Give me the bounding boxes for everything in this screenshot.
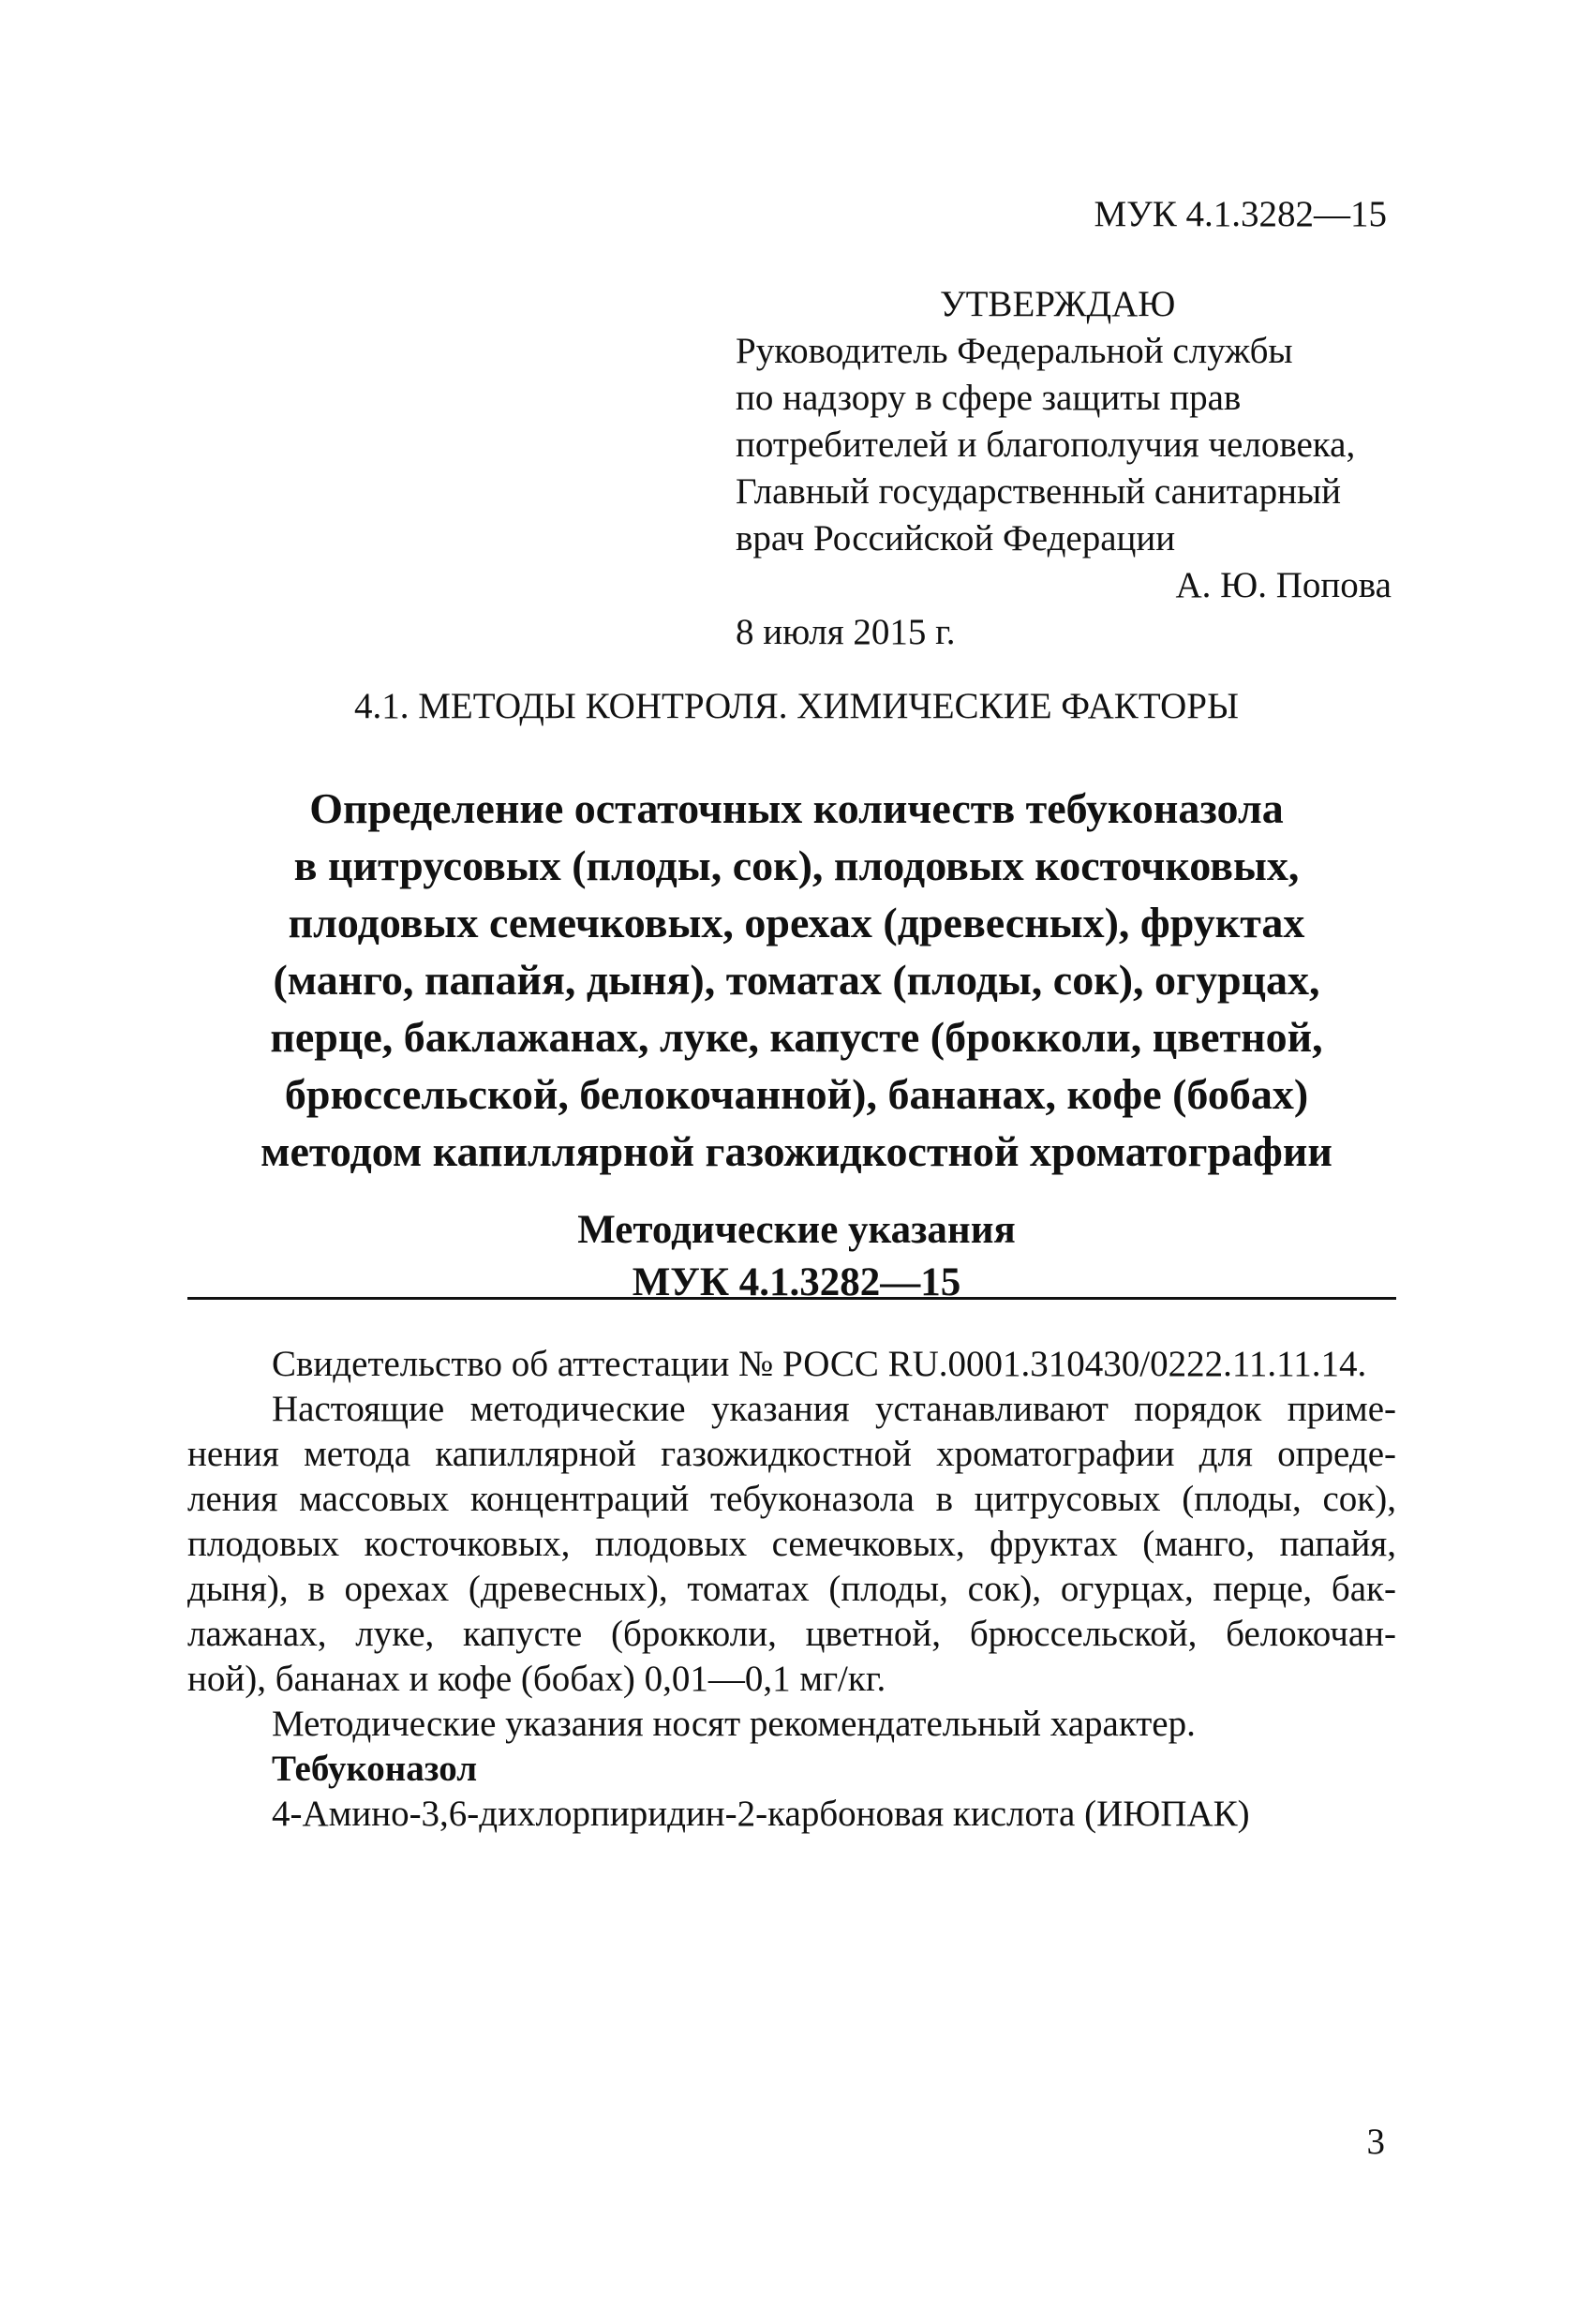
paragraph-line: ления массовых концентраций тебуконазола в цитрусовых (плоды, сок), bbox=[187, 1479, 1396, 1519]
certificate-line: Свидетельство об аттестации № РОСС RU.0001.310430/0222.11.11.14. bbox=[272, 1344, 1367, 1384]
title-line: перце, баклажанах, луке, капусте (брокколи, цветной, bbox=[270, 1013, 1323, 1061]
title-line: брюссельской, белокочанной), бананах, кофе (бобах) bbox=[284, 1070, 1309, 1118]
title-line: плодовых семечковых, орехах (древесных), фруктах bbox=[288, 899, 1305, 946]
approver-position-line: по надзору в сфере защиты прав bbox=[736, 378, 1242, 418]
document-code-header: МУК 4.1.3282—15 bbox=[1094, 194, 1387, 234]
paragraph-line: Настоящие методические указания устанавливают порядок приме- bbox=[272, 1389, 1396, 1429]
approver-position-line: потребителей и благополучия человека, bbox=[736, 425, 1356, 465]
paragraph-line: нения метода капиллярной газожидкостной хроматографии для опреде- bbox=[187, 1434, 1396, 1474]
body-text bbox=[187, 1342, 1396, 1837]
document-title bbox=[141, 780, 1452, 1180]
approval-date: 8 июля 2015 г. bbox=[736, 612, 956, 652]
paragraph-line: ной), бананах и кофе (бобах) 0,01—0,1 мг/кг. bbox=[187, 1659, 886, 1699]
paragraph-line: плодовых косточковых, плодовых семечковых, фруктах (манго, папайя, bbox=[187, 1524, 1396, 1564]
approval-block bbox=[736, 281, 1392, 656]
iupac-name: 4-Амино-3,6-дихлорпиридин-2-карбоновая кислота (ИЮПАК) bbox=[272, 1794, 1250, 1834]
approver-position-line: Руководитель Федеральной службы bbox=[736, 331, 1293, 371]
document-code: МУК 4.1.3282—15 bbox=[632, 1260, 961, 1304]
approver-name: А. Ю. Попова bbox=[1175, 565, 1392, 605]
paragraph-line: лажанах, луке, капусте (брокколи, цветной, брюссельской, белокочан- bbox=[187, 1614, 1396, 1654]
document-subtitle bbox=[0, 1204, 1593, 1309]
approve-word: УТВЕРЖДАЮ bbox=[940, 284, 1176, 324]
section-header: 4.1. МЕТОДЫ КОНТРОЛЯ. ХИМИЧЕСКИЕ ФАКТОРЫ bbox=[354, 686, 1239, 726]
page-number: 3 bbox=[1366, 2122, 1385, 2162]
title-line: Определение остаточных количеств тебуконазола bbox=[309, 784, 1284, 832]
approver-position-line: Главный государственный санитарный bbox=[736, 471, 1342, 512]
title-line: в цитрусовых (плоды, сок), плодовых косточковых, bbox=[293, 842, 1300, 889]
document-kind: Методические указания bbox=[577, 1208, 1016, 1252]
approver-position-line: врач Российской Федерации bbox=[736, 518, 1176, 559]
title-line: (манго, папайя, дыня), томатах (плоды, сок), огурцах, bbox=[273, 956, 1320, 1004]
title-line: методом капиллярной газожидкостной хроматографии bbox=[261, 1127, 1332, 1175]
recommendation-line: Методические указания носят рекомендательный характер. bbox=[272, 1704, 1196, 1744]
paragraph-line: дыня), в орехах (древесных), томатах (плоды, сок), огурцах, перце, бак- bbox=[187, 1569, 1396, 1609]
substance-name: Тебуконазол bbox=[272, 1749, 478, 1789]
title-divider bbox=[187, 1297, 1396, 1300]
